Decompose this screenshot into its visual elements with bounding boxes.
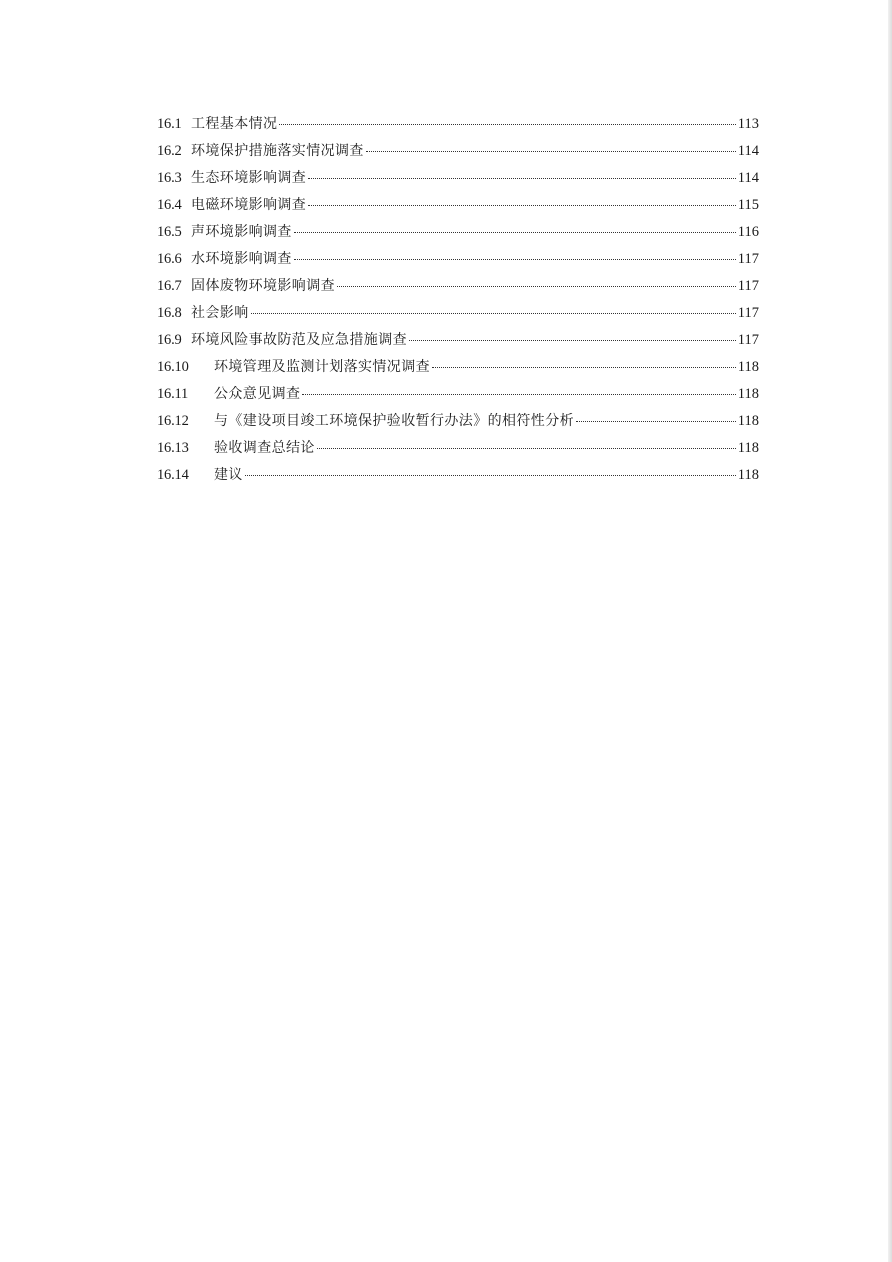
toc-entry-title: 环境风险事故防范及应急措施调查 <box>191 332 407 348</box>
toc-entry-16-4[interactable] <box>157 195 759 222</box>
page-edge-shadow <box>888 0 892 1262</box>
toc-dot-leader <box>251 312 736 314</box>
toc-entry-16-3[interactable] <box>157 168 759 195</box>
toc-entry-16-7[interactable] <box>157 276 759 303</box>
toc-entry-number: 16.6 <box>157 251 182 267</box>
toc-dot-leader <box>308 177 736 179</box>
toc-entry-16-10[interactable] <box>157 357 759 384</box>
toc-entry-title: 公众意见调查 <box>214 386 301 402</box>
toc-entry-title: 与《建设项目竣工环境保护验收暂行办法》的相符性分析 <box>214 413 574 429</box>
toc-dot-leader <box>294 231 736 233</box>
toc-entry-page: 115 <box>737 197 759 213</box>
toc-dot-leader <box>302 393 735 395</box>
toc-entry-number: 16.13 <box>157 440 189 456</box>
toc-entry-number: 16.7 <box>157 278 182 294</box>
toc-dot-leader <box>432 366 736 368</box>
toc-entry-title: 固体废物环境影响调查 <box>191 278 335 294</box>
toc-entry-16-11[interactable] <box>157 384 759 411</box>
toc-entry-16-1[interactable] <box>157 114 759 141</box>
toc-dot-leader <box>245 474 736 476</box>
toc-entry-number: 16.10 <box>157 359 189 375</box>
toc-entry-title: 建议 <box>214 467 243 483</box>
toc-dot-leader <box>279 123 735 125</box>
toc-entry-page: 114 <box>737 143 759 159</box>
toc-entry-16-13[interactable] <box>157 438 759 465</box>
toc-entry-title: 社会影响 <box>191 305 249 321</box>
toc-entry-title: 电磁环境影响调查 <box>191 197 307 213</box>
toc-dot-leader <box>317 447 736 449</box>
toc-entry-number: 16.4 <box>157 197 182 213</box>
toc-entry-number: 16.5 <box>157 224 182 240</box>
toc-dot-leader <box>308 204 736 206</box>
toc-entry-page: 113 <box>737 116 759 132</box>
toc-entry-title: 环境管理及监测计划落实情况调查 <box>214 359 430 375</box>
toc-entry-title: 环境保护措施落实情况调查 <box>191 143 364 159</box>
toc-entry-page: 118 <box>737 440 759 456</box>
toc-entry-16-5[interactable] <box>157 222 759 249</box>
toc-entry-number: 16.1 <box>157 116 182 132</box>
toc-entry-page: 117 <box>737 278 759 294</box>
toc-entry-page: 118 <box>737 386 759 402</box>
toc-entry-16-8[interactable] <box>157 303 759 330</box>
toc-entry-title: 工程基本情况 <box>191 116 278 132</box>
toc-entry-number: 16.3 <box>157 170 182 186</box>
toc-entry-number: 16.2 <box>157 143 182 159</box>
toc-entry-number: 16.11 <box>157 386 189 402</box>
toc-entry-16-9[interactable] <box>157 330 759 357</box>
toc-entry-number: 16.14 <box>157 467 189 483</box>
toc-dot-leader <box>576 420 736 422</box>
toc-dot-leader <box>409 339 736 341</box>
toc-dot-leader <box>294 258 736 260</box>
toc-entry-page: 117 <box>737 332 759 348</box>
toc-dot-leader <box>337 285 736 287</box>
toc-entry-title: 声环境影响调查 <box>191 224 292 240</box>
toc-entry-page: 116 <box>737 224 759 240</box>
toc-entry-title: 验收调查总结论 <box>214 440 315 456</box>
toc-entry-title: 水环境影响调查 <box>191 251 292 267</box>
toc-entry-page: 118 <box>737 467 759 483</box>
toc-entry-16-14[interactable] <box>157 465 759 492</box>
toc-entry-page: 114 <box>737 170 759 186</box>
toc-entry-number: 16.8 <box>157 305 182 321</box>
toc-entry-title: 生态环境影响调查 <box>191 170 307 186</box>
toc-entry-16-12[interactable] <box>157 411 759 438</box>
toc-entry-16-2[interactable] <box>157 141 759 168</box>
toc-entry-number: 16.12 <box>157 413 189 429</box>
toc-entry-page: 118 <box>737 413 759 429</box>
toc-entry-page: 117 <box>737 305 759 321</box>
toc-entry-page: 117 <box>737 251 759 267</box>
toc-entry-number: 16.9 <box>157 332 182 348</box>
table-of-contents <box>157 114 759 492</box>
toc-dot-leader <box>366 150 736 152</box>
toc-entry-page: 118 <box>737 359 759 375</box>
toc-entry-16-6[interactable] <box>157 249 759 276</box>
